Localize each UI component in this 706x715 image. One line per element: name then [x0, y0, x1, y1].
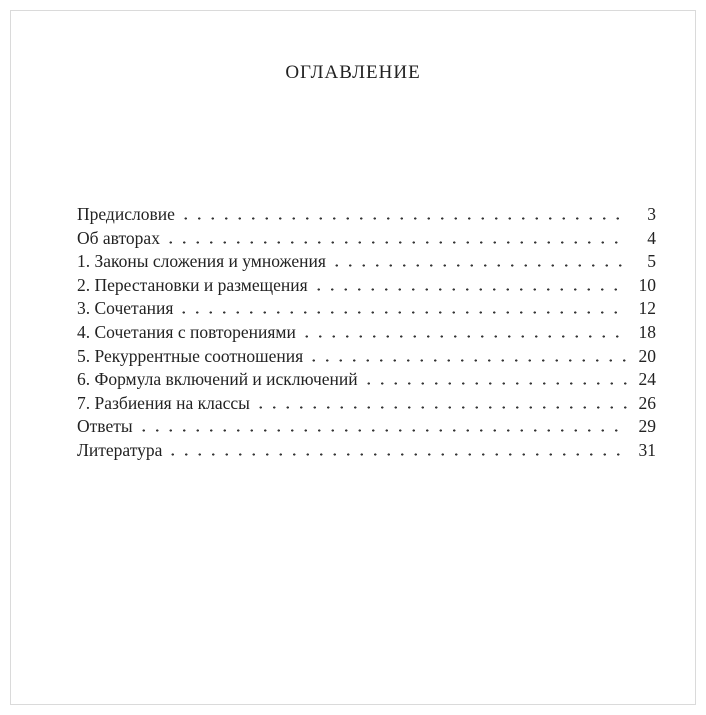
toc-entry-page: 26: [638, 392, 656, 413]
toc-entry-page: 31: [638, 439, 656, 460]
dot-leader: [177, 311, 628, 314]
toc-entry-answers: [77, 415, 656, 439]
toc-entry-preface: [77, 203, 656, 227]
toc-entry-page: 10: [638, 274, 656, 295]
toc-entry-chapter-1: [77, 250, 656, 274]
toc-entry-label: Литература: [77, 439, 163, 460]
toc-entry-label: 4. Сочетания с повторениями: [77, 321, 296, 342]
dot-leader: [312, 288, 628, 291]
toc-entry-page: 4: [647, 227, 656, 248]
toc-entry-label: 3. Сочетания: [77, 298, 174, 319]
toc-entry-chapter-6: [77, 368, 656, 392]
toc-entry-label: 1. Законы сложения и умножения: [77, 251, 326, 272]
dot-leader: [254, 406, 628, 409]
toc-entry-literature: [77, 439, 656, 463]
toc-entry-page: 3: [647, 204, 656, 224]
toc-entry-label: 2. Перестановки и размещения: [77, 274, 308, 295]
toc-entry-page: 12: [638, 298, 656, 319]
toc-entry-chapter-5: [77, 345, 656, 369]
toc-entry-label: Об авторах: [77, 227, 160, 248]
toc-entry-page: 18: [638, 321, 656, 342]
dot-leader: [166, 453, 628, 456]
dot-leader: [179, 217, 628, 220]
toc-entry-label: Ответы: [77, 416, 133, 437]
dot-leader: [164, 241, 628, 244]
toc-entry-chapter-7: [77, 392, 656, 416]
toc-entry-label: Предисловие: [77, 204, 175, 224]
toc-entry-chapter-2: [77, 274, 656, 298]
dot-leader: [300, 335, 628, 338]
dot-leader: [307, 359, 628, 362]
page-title: ОГЛАВЛЕНИЕ: [285, 62, 421, 83]
dot-leader: [330, 264, 628, 267]
toc-entry-page: 29: [638, 416, 656, 437]
table-of-contents: [77, 203, 656, 463]
toc-entry-page: 5: [647, 251, 656, 272]
toc-entry-about-authors: [77, 227, 656, 251]
dot-leader: [362, 382, 628, 385]
dot-leader: [137, 429, 628, 432]
toc-entry-label: 5. Рекуррентные соотношения: [77, 345, 304, 366]
toc-entry-page: 24: [638, 369, 656, 390]
toc-entry-label: 7. Разбиения на классы: [77, 392, 250, 413]
toc-entry-label: 6. Формула включений и исключений: [77, 369, 358, 390]
toc-entry-chapter-3: [77, 297, 656, 321]
toc-entry-page: 20: [638, 345, 656, 366]
toc-entry-chapter-4: [77, 321, 656, 345]
